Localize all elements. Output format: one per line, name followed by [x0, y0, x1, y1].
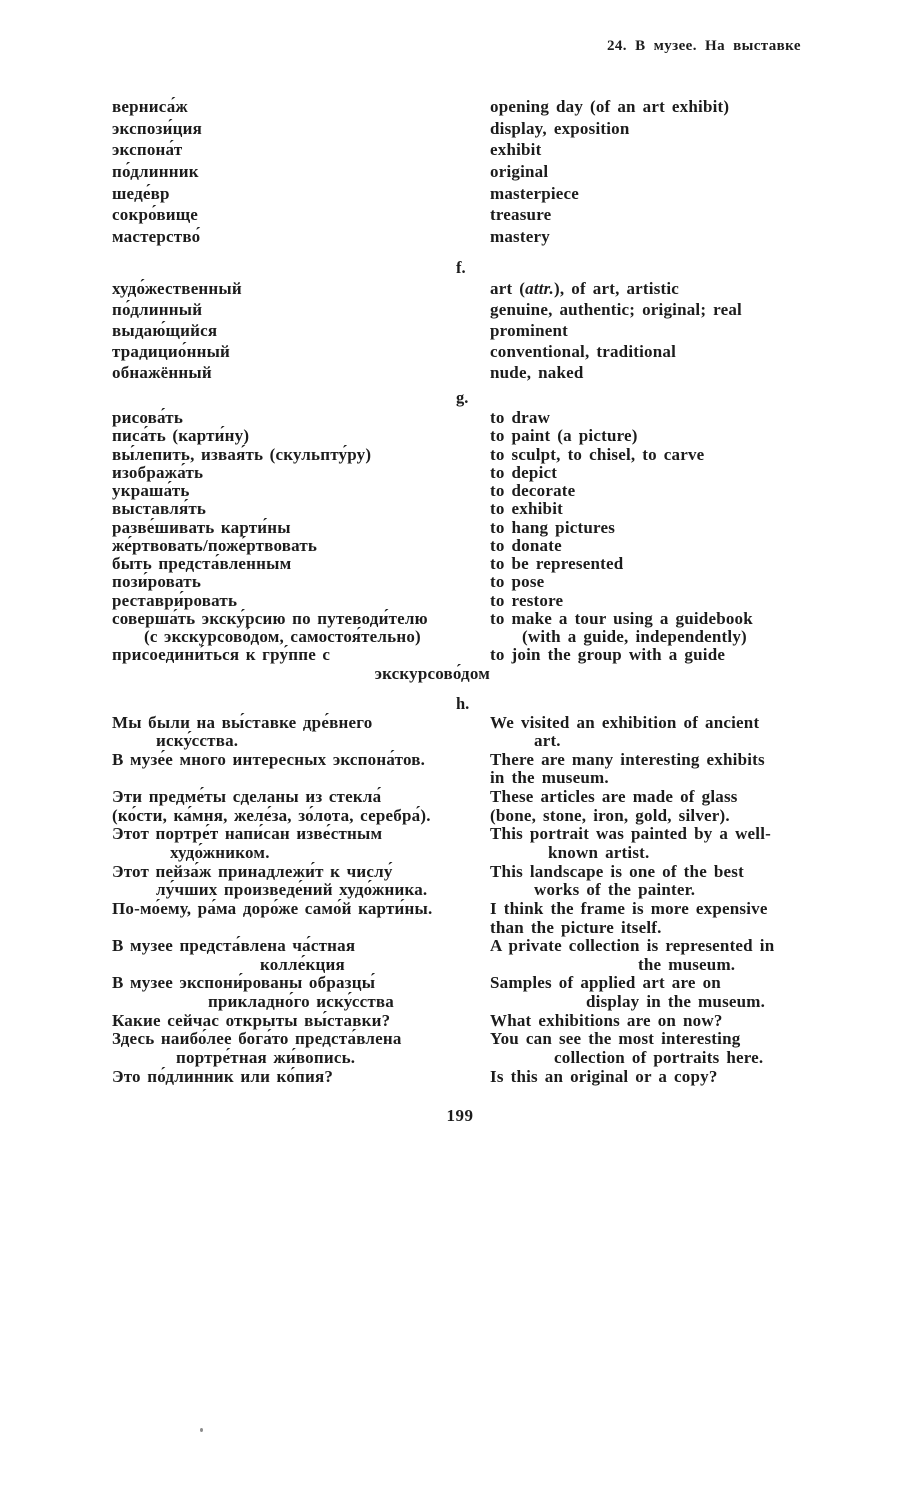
russian-sentence: худо́жником.: [170, 842, 270, 862]
russian-sentence: Здесь наибо́лее бога́то предста́влена: [112, 1029, 402, 1049]
english-translation: to be represented: [490, 554, 624, 573]
russian-sentence: Мы были на вы́ставке дре́внего: [112, 712, 373, 732]
russian-sentence: В музе́е много интересных экспона́тов.: [112, 749, 426, 769]
english-sentence: than the picture itself.: [490, 917, 662, 937]
russian-sentence: Этот пейза́ж принадлежи́т к числу́: [112, 861, 393, 881]
vocab-row: [112, 899, 880, 918]
vocab-row: [112, 184, 880, 206]
russian-term: соверша́ть экску́рсию по путеводи́телю: [112, 608, 428, 628]
english-translation: to restore: [490, 590, 564, 610]
russian-term: разве́шивать карти́ны: [112, 517, 291, 537]
vocab-row: [112, 627, 880, 645]
russian-term: выставля́ть: [112, 499, 207, 519]
russian-term: по́длинный: [112, 300, 203, 319]
english-translation: (with a guide, independently): [522, 627, 747, 646]
english-sentence: A private collection is represented in: [490, 936, 775, 956]
russian-sentence: Какие сейчас открыты вы́ставки?: [112, 1010, 391, 1030]
english-translation: to pose: [490, 572, 545, 592]
vocab-row: [112, 119, 880, 141]
vocab-row: [112, 787, 880, 806]
russian-term: писа́ть (карти́ну): [112, 426, 250, 446]
vocab-row: [112, 862, 880, 881]
russian-sentence: портре́тная жи́вопись.: [176, 1048, 356, 1068]
english-translation: treasure: [490, 205, 552, 225]
vocab-row: [112, 1029, 880, 1048]
vocab-row: [112, 363, 880, 384]
vocab-row: [112, 445, 880, 463]
russian-term: (с экскурсово́дом, самостоя́тельно): [144, 627, 421, 646]
vocab-row: [112, 300, 880, 321]
russian-term: по́длинник: [112, 162, 199, 182]
english-sentence: collection of portraits here.: [554, 1048, 764, 1068]
english-sentence: works of the painter.: [534, 880, 696, 900]
russian-term: экспона́т: [112, 140, 183, 160]
russian-term: экскурсово́дом: [374, 663, 490, 683]
english-sentence: display in the museum.: [586, 992, 766, 1012]
russian-term: экспози́ция: [112, 118, 202, 138]
russian-term: пози́ровать: [112, 572, 202, 592]
vocab-row: [112, 713, 880, 732]
vocab-row: [112, 321, 880, 342]
vocab-section-g: [112, 388, 880, 682]
english-sentence: We visited an exhibition of ancient: [490, 712, 760, 732]
russian-sentence: Этот портре́т напи́сан изве́стным: [112, 824, 383, 844]
russian-term: вы́лепить, извая́ть (скульпту́ру): [112, 444, 372, 464]
english-translation: to depict: [490, 462, 558, 482]
english-translation: to sculpt, to chisel, to carve: [490, 444, 705, 464]
vocab-row: [112, 768, 880, 787]
russian-sentence: Эти предме́ты сделаны из стекла́: [112, 787, 382, 807]
vocab-row: [112, 279, 880, 300]
russian-sentence: В музее экспони́рованы образцы́: [112, 973, 376, 993]
vocab-row: [112, 880, 880, 899]
section-letter: f.: [456, 258, 466, 277]
english-translation: display, exposition: [490, 118, 630, 138]
russian-term: худо́жественный: [112, 279, 242, 298]
vocab-row: [112, 554, 880, 572]
english-translation: to decorate: [490, 481, 576, 500]
english-translation: genuine, authentic; original; real: [490, 300, 742, 319]
english-translation: opening day (of an art exhibit): [490, 97, 730, 116]
vocab-row: [112, 518, 880, 536]
english-sentence: Is this an original or a copy?: [490, 1066, 718, 1086]
vocab-row: [112, 992, 880, 1011]
vocab-row: [112, 750, 880, 769]
russian-sentence: иску́сства.: [156, 731, 239, 751]
vocab-row: [112, 463, 880, 481]
russian-term: украша́ть: [112, 481, 190, 500]
english-translation: to join the group with a guide: [490, 645, 726, 665]
vocab-row: [112, 645, 880, 663]
russian-term: мастерство́: [112, 227, 201, 247]
vocab-row: [112, 609, 880, 627]
russian-sentence: По-мо́ему, ра́ма доро́же само́й карти́ны.: [112, 898, 433, 918]
english-translation: to hang pictures: [490, 517, 616, 537]
english-translation: masterpiece: [490, 183, 580, 203]
vocab-row: [112, 572, 880, 590]
russian-sentence: (ко́сти, ка́мня, желе́за, зо́лота, серебра́).: [112, 805, 431, 825]
english-translation: to paint (a picture): [490, 426, 638, 446]
english-translation: art (attr.), of art, artistic: [490, 279, 680, 298]
english-sentence: These articles are made of glass: [490, 787, 738, 807]
vocab-row: [112, 1048, 880, 1067]
vocab-row: [112, 973, 880, 992]
english-sentence: You can see the most interesting: [490, 1029, 741, 1049]
vocab-row: [112, 205, 880, 227]
vocab-row: [112, 342, 880, 363]
vocab-row: [112, 824, 880, 843]
english-sentence: This portrait was painted by a well-: [490, 824, 771, 844]
vocab-row: [112, 426, 880, 444]
russian-term: рисова́ть: [112, 408, 184, 427]
scan-speck: [200, 1428, 203, 1432]
vocab-row: [112, 162, 880, 184]
russian-sentence: прикладно́го иску́сства: [208, 992, 395, 1012]
english-sentence: What exhibitions are on now?: [490, 1010, 723, 1030]
vocab-section-h: [112, 694, 880, 1085]
english-translation: original: [490, 162, 549, 182]
russian-sentence: Это по́длинник или ко́пия?: [112, 1066, 334, 1086]
vocab-row: [112, 955, 880, 974]
vocab-section-f: [112, 258, 880, 384]
english-sentence: I think the frame is more expensive: [490, 898, 768, 918]
english-translation: exhibit: [490, 140, 542, 160]
english-translation: prominent: [490, 321, 568, 340]
russian-term: присоедини́ться к гру́ппе с: [112, 645, 331, 665]
english-sentence: in the museum.: [490, 768, 609, 788]
vocab-row: [112, 1067, 880, 1086]
english-translation: mastery: [490, 227, 550, 247]
vocab-row: [112, 97, 880, 119]
russian-term: быть предста́вленным: [112, 554, 292, 573]
vocab-row: [112, 1011, 880, 1030]
section-letter: h.: [456, 694, 470, 713]
english-sentence: known artist.: [548, 842, 650, 862]
vocab-row: [112, 499, 880, 517]
vocab-row: [112, 936, 880, 955]
english-translation: to exhibit: [490, 499, 563, 519]
vocab-section-nouns: [112, 97, 880, 249]
vocab-row: [112, 591, 880, 609]
vocab-row: [112, 918, 880, 937]
vocab-row: [112, 408, 880, 426]
russian-sentence: лу́чших произведе́ний худо́жника.: [156, 880, 428, 900]
page-header: 24. В музее. На выставке: [607, 38, 801, 54]
russian-term: же́ртвовать/поже́ртвовать: [112, 535, 318, 555]
vocab-row: [112, 843, 880, 862]
section-letter: g.: [456, 388, 469, 407]
english-translation: to draw: [490, 408, 551, 427]
russian-term: верниса́ж: [112, 97, 188, 116]
page-number: 199: [446, 1106, 474, 1125]
vocab-row: [112, 806, 880, 825]
vocab-row: [112, 227, 880, 249]
russian-sentence: колле́кция: [260, 954, 345, 974]
russian-term: традицио́нный: [112, 342, 231, 361]
russian-term: реставри́ровать: [112, 590, 238, 610]
english-sentence: This landscape is one of the best: [490, 861, 744, 881]
english-sentence: There are many interesting exhibits: [490, 749, 765, 769]
vocab-row: [112, 140, 880, 162]
vocab-row: [112, 731, 880, 750]
vocab-row: [112, 664, 880, 682]
russian-term: изобража́ть: [112, 462, 204, 482]
russian-term: сокро́вище: [112, 205, 199, 225]
english-sentence: Samples of applied art are on: [490, 973, 721, 993]
vocab-row: [112, 536, 880, 554]
english-translation: to make a tour using a guidebook: [490, 608, 753, 628]
english-sentence: (bone, stone, iron, gold, silver).: [490, 805, 730, 825]
russian-term: выдаю́щийся: [112, 321, 218, 340]
english-translation: nude, naked: [490, 363, 584, 382]
english-sentence: the museum.: [638, 954, 736, 974]
russian-term: обнажённый: [112, 363, 212, 382]
russian-term: шеде́вр: [112, 183, 170, 203]
english-translation: conventional, traditional: [490, 342, 677, 361]
english-translation: to donate: [490, 535, 562, 555]
russian-sentence: В музее предста́влена ча́стная: [112, 936, 356, 956]
vocab-row: [112, 481, 880, 499]
english-sentence: art.: [534, 731, 561, 751]
